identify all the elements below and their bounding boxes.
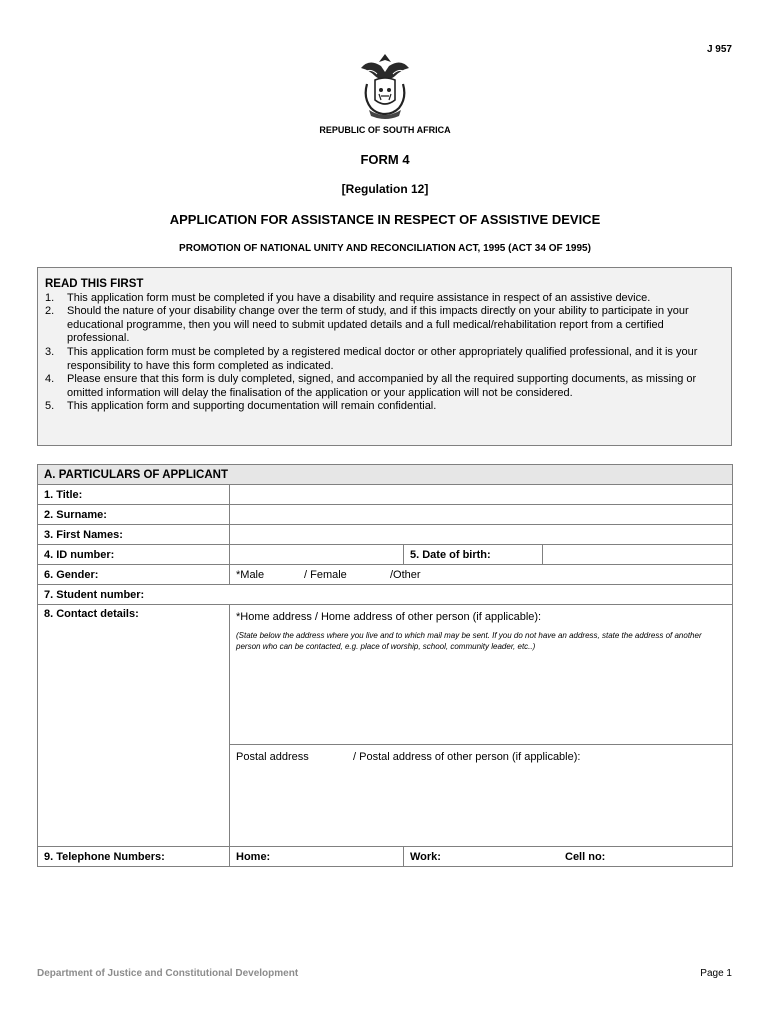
act-reference: PROMOTION OF NATIONAL UNITY AND RECONCILIATION ACT, 1995 (ACT 34 OF 1995) <box>179 243 591 254</box>
footer-department: Department of Justice and Constitutional Development <box>37 968 299 979</box>
gender-label: 6. Gender: <box>38 565 230 585</box>
student-number-field[interactable] <box>230 585 733 605</box>
read-this-first-box <box>37 267 732 446</box>
form-number: FORM 4 <box>360 152 410 167</box>
regulation-reference: [Regulation 12] <box>341 182 429 196</box>
republic-heading: REPUBLIC OF SOUTH AFRICA <box>319 125 451 135</box>
gender-options <box>230 565 733 585</box>
postal-address-label: Postal address <box>236 751 309 763</box>
id-number-field[interactable] <box>230 545 404 565</box>
contact-details-label: 8. Contact details: <box>38 605 230 847</box>
student-number-label: 7. Student number: <box>38 585 230 605</box>
id-number-label: 4. ID number: <box>38 545 230 565</box>
telephone-numbers-label: 9. Telephone Numbers: <box>38 847 230 867</box>
read-first-heading: READ THIS FIRST <box>45 278 144 290</box>
section-a-heading: A. PARTICULARS OF APPLICANT <box>38 465 733 485</box>
cell-phone-label: Cell no: <box>565 850 606 863</box>
instruction-item: 3. This application form must be completed by a registered medical doctor or other appropriately qualified professional, and it is your responsibility to have this form completed as indicated. <box>45 345 698 372</box>
gender-option-other[interactable]: /Other <box>390 568 421 581</box>
postal-address-other-label: / Postal address of other person (if applicable): <box>353 751 581 763</box>
page-number: Page 1 <box>700 968 732 979</box>
work-cell-phone-field[interactable] <box>404 847 733 867</box>
instruction-item: 4. Please ensure that this form is duly completed, signed, and accompanied by all the required supporting documents, as missing or omitted information will delay the finalisation of the application or your application will not be considered. <box>45 373 697 399</box>
surname-label: 2. Surname: <box>38 505 230 525</box>
form-code: J 957 <box>706 44 732 55</box>
coat-of-arms-icon <box>355 50 415 122</box>
instruction-item: 5. This application form and supporting documentation will remain confidential. <box>45 400 437 413</box>
home-address-label: *Home address / Home address of other person (if applicable): <box>236 611 542 623</box>
surname-field[interactable] <box>230 505 733 525</box>
gender-option-male[interactable]: *Male <box>236 568 265 581</box>
form-title: APPLICATION FOR ASSISTANCE IN RESPECT OF ASSISTIVE DEVICE <box>169 212 601 227</box>
gender-option-female[interactable]: / Female <box>304 568 347 581</box>
first-names-field[interactable] <box>230 525 733 545</box>
instructions-list <box>45 292 723 414</box>
first-names-label: 3. First Names: <box>38 525 230 545</box>
date-of-birth-field[interactable] <box>543 545 733 565</box>
work-phone-label: Work: <box>410 850 441 863</box>
date-of-birth-label: 5. Date of birth: <box>404 545 543 565</box>
particulars-table <box>37 464 733 867</box>
instruction-item: 2. Should the nature of your disability change over the term of study, and if this impacts directly on your ability to participate in your educational programme, then you will need to submit updated details and a full medical/rehabilitation report from a certified professional. <box>45 305 689 345</box>
title-label: 1. Title: <box>38 485 230 505</box>
home-address-field[interactable] <box>230 605 733 745</box>
home-phone-field[interactable]: Home: <box>230 847 404 867</box>
title-field[interactable] <box>230 485 733 505</box>
postal-address-field[interactable] <box>230 745 733 847</box>
home-address-note: (State below the address where you live and to which mail may be sent. If you do not have an address, state the address of another person who can be contacted, e.g. place of worship, school, community leader, etc..) <box>236 631 702 651</box>
instruction-item: 1. This application form must be completed if you have a disability and require assistance in respect of an assistive device. <box>45 291 651 304</box>
